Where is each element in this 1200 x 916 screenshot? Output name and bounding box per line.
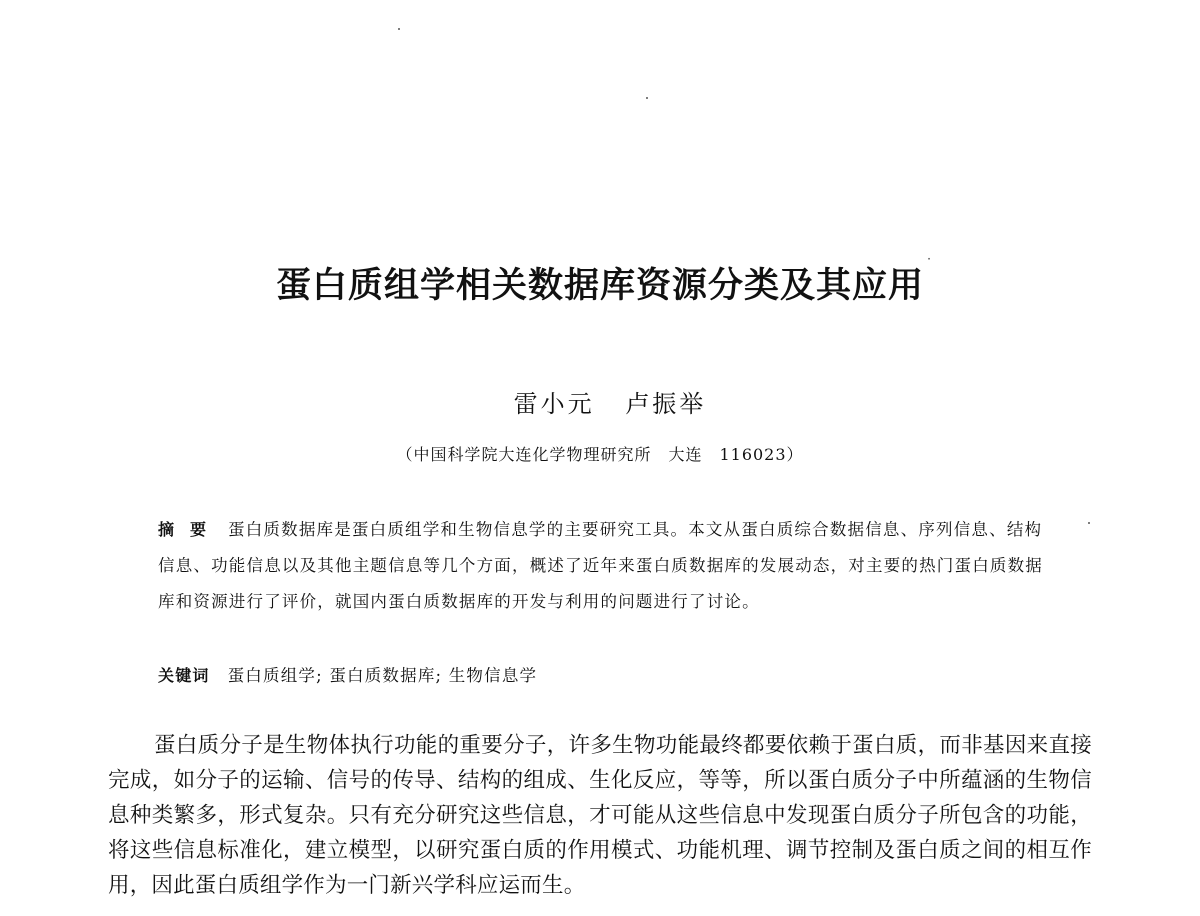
affiliation: （中国科学院大连化学物理研究所 大连 116023） [396,445,804,464]
keywords-text: 蛋白质组学; 蛋白质数据库; 生物信息学 [227,666,538,685]
author-list [0,384,1200,419]
keywords-label: 关键词 [158,666,210,685]
paper-title [275,252,932,308]
scan-speck [1088,522,1090,524]
abstract-text: 蛋白质数据库是蛋白质组学和生物信息学的主要研究工具。本文从蛋白质综合数据信息、序列信息、结构信息、功能信息以及其他主题信息等几个方面，概述了近年来蛋白质数据库的发展动态，对主要的热门蛋白质数据库和资源进行了评价，就国内蛋白质数据库的开发与利用的问题进行了讨论。 [158,520,1043,611]
abstract [158,512,1058,620]
author-name: 雷小元 [513,390,595,418]
paper-title-text: 蛋白质组学相关数据库资源分类及其应用 [275,266,924,306]
abstract-label: 摘要 [158,520,223,539]
scan-speck [646,97,648,99]
title-footnote-mark: · [927,252,932,266]
body-paragraph: 蛋白质分子是生物体执行功能的重要分子，许多生物功能最终都要依赖于蛋白质，而非基因来直接完成，如分子的运输、信号的传导、结构的组成、生化反应，等等，所以蛋白质分子中所蕴涵的生物信息种类繁多，形式复杂。只有充分研究这些信息，才可能从这些信息中发现蛋白质分子所包含的功能，将这些信息标准化，建立模型，以研究蛋白质的作用模式、功能机理、调节控制及蛋白质之间的相互作用，因此蛋白质组学作为一门新兴学科应运而生。 [108,733,1092,898]
title-block [0,252,1200,308]
author-name: 卢振举 [625,390,707,418]
scan-speck [398,28,400,30]
keywords [158,658,537,694]
